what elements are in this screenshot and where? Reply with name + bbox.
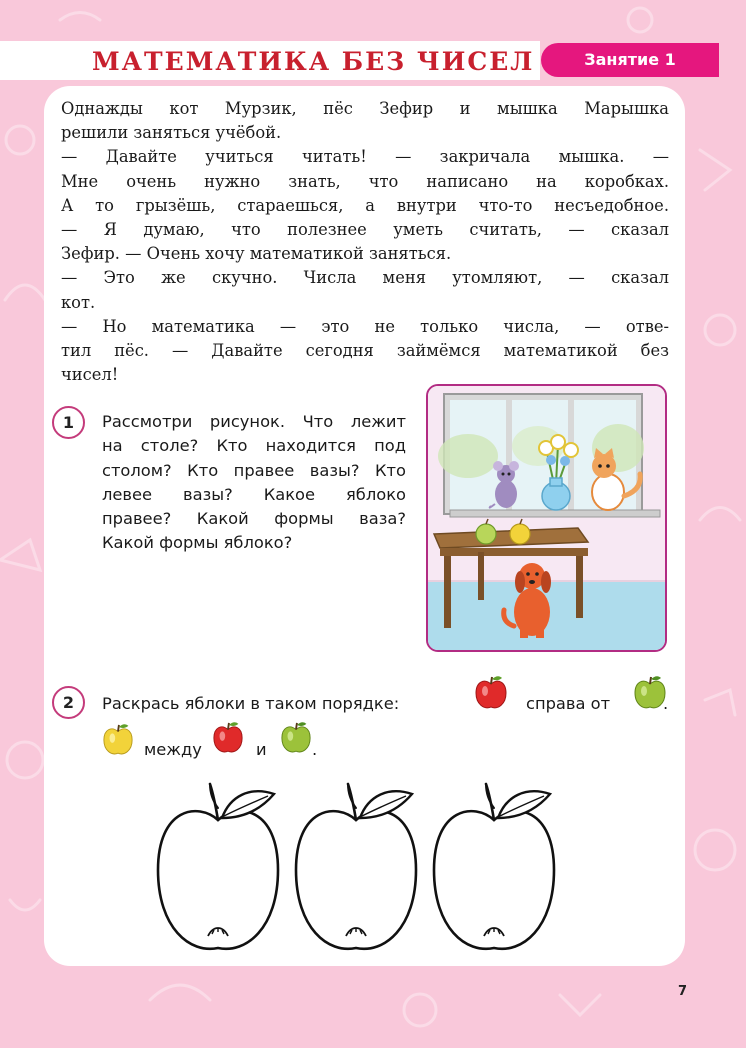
green-apple-icon bbox=[280, 720, 312, 756]
green-apple-icon bbox=[633, 674, 667, 712]
story-line: — Давайте учиться читать! — закричала мышка. — bbox=[61, 147, 669, 167]
task2-number: 2 bbox=[52, 686, 85, 719]
story-line: кот. bbox=[61, 292, 96, 312]
outline-apple-left bbox=[158, 784, 278, 949]
room-scene-image bbox=[428, 386, 665, 650]
task1-line: правее? Какой формы ваза? bbox=[102, 509, 406, 529]
task2-text-part: . bbox=[663, 694, 669, 713]
task1-line: на столе? Кто находится под bbox=[102, 436, 406, 456]
task1-text bbox=[102, 410, 406, 556]
scene-illustration bbox=[426, 384, 667, 652]
task2-text-part: справа от bbox=[526, 694, 611, 713]
outline-apple-middle bbox=[296, 784, 416, 949]
page-title: МАТЕМАТИКА БЕЗ ЧИСЕЛ bbox=[92, 47, 535, 76]
red-apple-icon bbox=[212, 720, 244, 756]
task2-text-part: и bbox=[256, 740, 267, 759]
story-line: — Я думаю, что полезнее уметь считать, — сказал bbox=[61, 220, 669, 240]
apples-to-color bbox=[150, 778, 590, 958]
task1-line: Какой формы яблоко? bbox=[102, 533, 293, 553]
story-line: Мне очень нужно знать, что написано на коробках. bbox=[61, 171, 669, 191]
task2-text-part: Раскрась яблоки в таком порядке: bbox=[102, 694, 400, 713]
story-line: решили заняться учёбой. bbox=[61, 123, 282, 143]
story-line: тил пёс. — Давайте сегодня займёмся математикой без bbox=[61, 341, 669, 361]
task2-instruction-line2 bbox=[102, 718, 670, 764]
story-line: — Это же скучно. Числа меня утомляют, — сказал bbox=[61, 268, 669, 288]
task2-text-part: между bbox=[144, 740, 202, 759]
task1-number: 1 bbox=[52, 406, 85, 439]
story-line: А то грызёшь, стараешься, а внутри что-то несъедобное. bbox=[61, 195, 669, 215]
lesson-badge: Занятие 1 bbox=[541, 43, 719, 77]
story-text bbox=[61, 97, 669, 387]
story-line: чисел! bbox=[61, 365, 119, 385]
page-number: 7 bbox=[678, 984, 688, 999]
task1-line: столом? Кто правее вазы? Кто bbox=[102, 460, 406, 480]
red-apple-icon bbox=[474, 674, 508, 712]
task2-text-part: . bbox=[312, 740, 318, 759]
story-line: — Но математика — это не только числа, — отве- bbox=[61, 316, 669, 336]
task1-line: Рассмотри рисунок. Что лежит bbox=[102, 412, 406, 431]
story-line: Однажды кот Мурзик, пёс Зефир и мышка Марышка bbox=[61, 99, 669, 118]
story-line: Зефир. — Очень хочу математикой заняться. bbox=[61, 244, 452, 264]
outline-apple-right bbox=[434, 784, 554, 949]
task1-line: левее вазы? Какое яблоко bbox=[102, 484, 406, 504]
yellow-apple-icon bbox=[102, 722, 134, 758]
